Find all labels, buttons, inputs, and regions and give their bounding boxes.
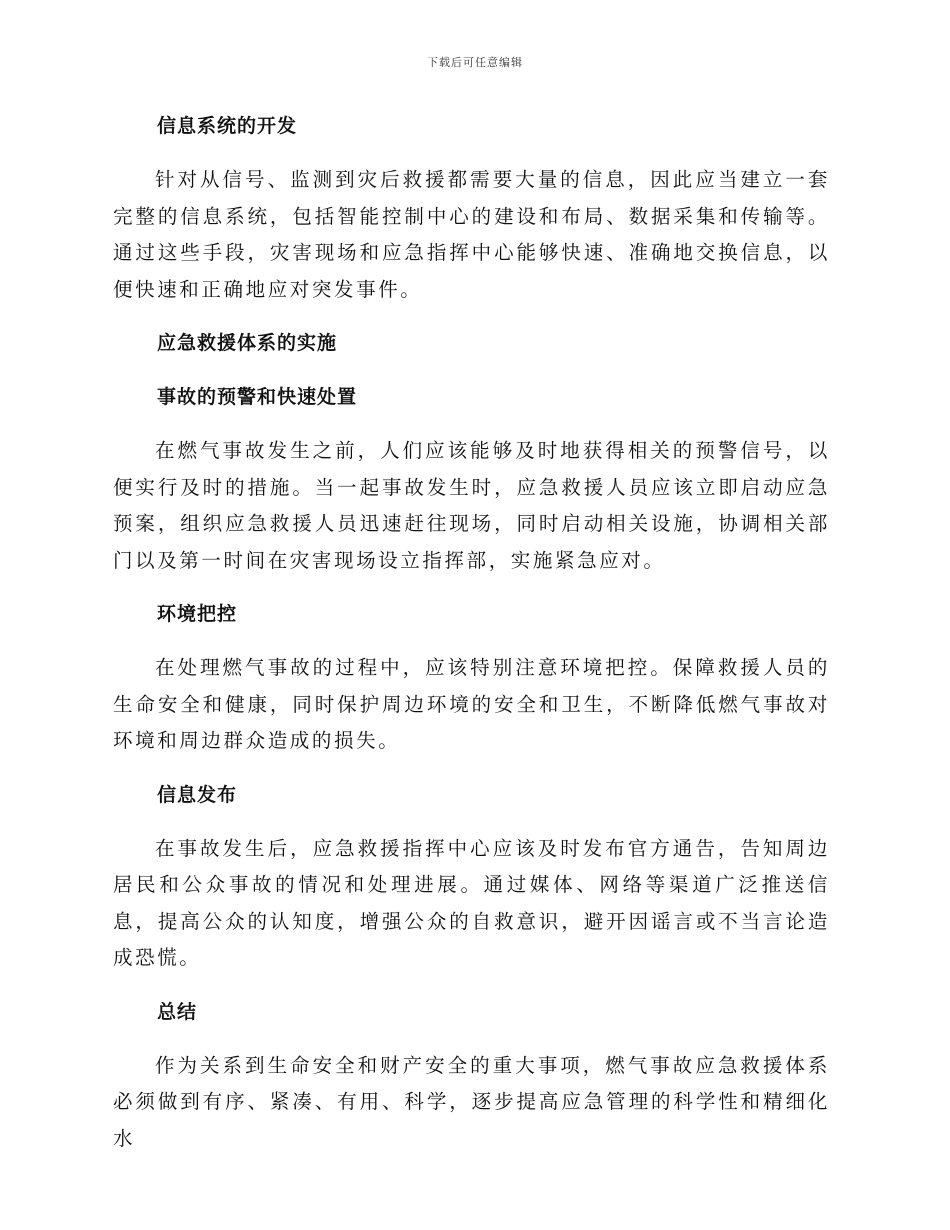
- heading-environment: 环境把控: [157, 603, 238, 625]
- paragraph-environment: 在处理燃气事故的过程中，应该特别注意环境把控。保障救援人员的生命安全和健康，同时保护周边环境的安全和卫生，不断降低燃气事故对环境和周边群众造成的损失。: [113, 656, 830, 752]
- heading-publish: 信息发布: [157, 783, 238, 806]
- paragraph-warning: 在燃气事故发生之前，人们应该能够及时地获得相关的预警信号，以便实行及时的措施。当一起事故发生时，应急救援人员应该立即启动应急预案，组织应急救援人员迅速赶往现场，同时启动相关设施，协调相关部门以及第一时间在灾害现场设立指挥部，实施紧急应对。: [113, 439, 830, 572]
- heading-summary: 总结: [157, 1000, 198, 1023]
- heading-warning: 事故的预警和快速处置: [157, 386, 358, 408]
- paragraph-publish: 在事故发生后，应急救援指挥中心应该及时发布官方通告，告知周边居民和公众事故的情况和处理进展。通过媒体、网络等渠道广泛推送信息，提高公众的认知度，增强公众的自救意识，避开因谣言或不当言论造成恐慌。: [113, 836, 830, 969]
- paragraph-info-system: 针对从信号、监测到灾后救援都需要大量的信息，因此应当建立一套完整的信息系统，包括智能控制中心的建设和布局、数据采集和传输等。通过这些手段，灾害现场和应急指挥中心能够快速、准确地交换信息，以便快速和正确地应对突发事件。: [113, 168, 830, 301]
- paragraph-summary: 作为关系到生命安全和财产安全的重大事项，燃气事故应急救援体系必须做到有序、紧凑、有用、科学，逐步提高应急管理的科学性和精细化水: [113, 1053, 830, 1150]
- heading-implementation: 应急救援体系的实施: [157, 332, 338, 354]
- header-note: 下载后可任意编辑: [427, 56, 523, 69]
- heading-info-system: 信息系统的开发: [157, 115, 298, 137]
- document-body: [113, 108, 830, 1157]
